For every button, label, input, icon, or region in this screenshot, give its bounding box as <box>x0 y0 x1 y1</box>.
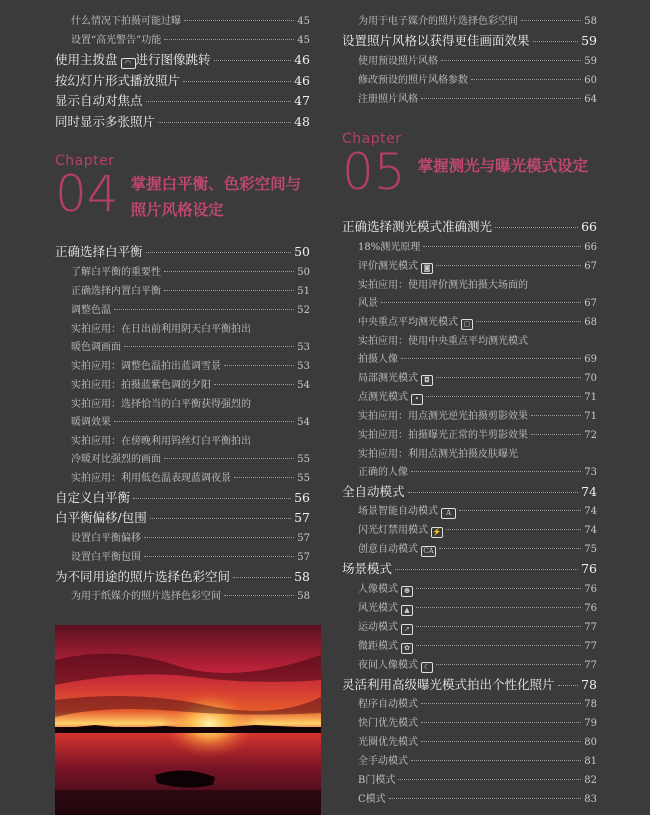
toc-entry[interactable] <box>342 790 597 809</box>
toc-entry-title: 实拍应用：利用低色温表现蓝调夜景 <box>71 472 231 484</box>
leader-dots <box>408 492 579 493</box>
leader-dots <box>423 246 581 247</box>
dial-icon: ◠ <box>121 58 136 69</box>
toc-entry[interactable] <box>342 369 597 388</box>
leader-dots <box>114 421 294 422</box>
toc-entry[interactable] <box>342 276 597 295</box>
leader-dots <box>416 626 581 627</box>
leader-dots <box>421 741 581 742</box>
page-number: 71 <box>584 410 597 422</box>
toc-entry[interactable]: 按幻灯片形式播放照片 46 <box>55 72 310 88</box>
leader-dots <box>233 577 291 578</box>
page-number: 51 <box>297 285 310 297</box>
toc-entry[interactable] <box>55 263 310 282</box>
toc-entry-title: 实拍应用：用点测光逆光拍摄剪影效果 <box>358 410 528 422</box>
leader-dots <box>389 798 582 799</box>
toc-entry-title: 暖色调画面 <box>71 341 121 353</box>
toc-entry-title: 了解白平衡的重要性 <box>71 266 161 278</box>
chapter-number: 05 <box>342 143 406 201</box>
toc-entry-title: 注册照片风格 <box>358 93 418 105</box>
toc-entry[interactable] <box>55 451 310 469</box>
toc-entry-title: 正确的人像 <box>358 466 408 478</box>
toc-entry[interactable] <box>55 414 310 432</box>
toc-entry[interactable] <box>342 771 597 790</box>
page-number: 53 <box>297 341 310 353</box>
leader-dots <box>144 556 294 557</box>
toc-entry-title: 白平衡偏移/包围 <box>55 510 147 525</box>
toc-entry[interactable] <box>342 521 597 540</box>
toc-entry[interactable]: 什么情况下拍摄可能过曝 45 <box>71 16 310 27</box>
toc-entry-title: 人像模式 <box>358 583 398 595</box>
page-number: 58 <box>297 591 310 602</box>
leader-dots <box>531 434 581 435</box>
sunset-photo <box>55 625 321 815</box>
page-number: 76 <box>581 561 597 576</box>
toc-entry[interactable]: 同时显示多张照片 48 <box>55 113 310 129</box>
leader-dots <box>395 569 578 570</box>
page-number: 78 <box>581 676 597 692</box>
toc-left-top <box>55 12 310 132</box>
leader-dots <box>439 548 581 549</box>
toc-entry[interactable] <box>342 752 597 771</box>
leader-dots <box>164 290 294 291</box>
page-number: 54 <box>297 379 310 391</box>
page-number: 81 <box>584 756 597 767</box>
toc-entry-title: 微距模式 <box>358 640 398 652</box>
leader-dots <box>533 41 579 42</box>
toc-entry-title: 设置白平衡包围 <box>71 551 141 563</box>
leader-dots <box>401 358 581 359</box>
leader-dots <box>416 607 581 608</box>
page-number: 67 <box>584 297 597 309</box>
page-number: 57 <box>297 551 310 563</box>
toc-entry[interactable] <box>55 529 310 548</box>
toc-entry-title: 实拍应用：在傍晚利用钨丝灯白平衡拍出 <box>71 435 251 447</box>
toc-entry-title: 快门优先模式 <box>358 718 418 729</box>
toc-entry-title: 实拍应用：在日出前利用阴天白平衡拍出 <box>71 323 251 335</box>
chapter-title: 照片风格设定 <box>130 201 224 219</box>
toc-entry-title: 实拍应用：拍摄曝光正常的半剪影效果 <box>358 429 528 441</box>
page-number: 77 <box>584 621 597 633</box>
chapter-title: 掌握测光与曝光模式设定 <box>417 157 589 175</box>
toc-entry[interactable] <box>55 282 310 301</box>
toc-entry[interactable] <box>342 388 597 407</box>
toc-entry[interactable] <box>342 31 597 52</box>
leader-dots <box>459 510 581 511</box>
leader-dots <box>381 302 581 303</box>
toc-entry[interactable] <box>342 351 597 369</box>
toc-entry[interactable] <box>342 714 597 733</box>
page-number: 50 <box>294 244 310 259</box>
toc-entry-title: 闪光灯禁用模式 <box>358 525 428 536</box>
page-number: 57 <box>294 510 310 525</box>
toc-entry[interactable] <box>55 320 310 339</box>
toc-entry[interactable] <box>342 445 597 464</box>
chapter-label: Chapter <box>55 153 115 169</box>
page-number: 57 <box>297 532 310 544</box>
toc-entry-title: 拍摄人像 <box>358 353 398 365</box>
toc-entry-title: 全手动模式 <box>358 756 408 767</box>
toc-entry[interactable] <box>55 301 310 320</box>
page-number: 59 <box>581 33 597 48</box>
partial-metering-icon: ◘ <box>421 375 433 386</box>
leader-dots <box>234 477 294 478</box>
toc-entry[interactable] <box>342 695 597 714</box>
leader-dots <box>398 779 581 780</box>
toc-entry-title: 点测光模式 <box>358 391 408 403</box>
leader-dots <box>521 20 581 21</box>
toc-entry[interactable] <box>55 548 310 567</box>
toc-entry-title: 评价测光模式 <box>358 260 418 272</box>
page-number: 76 <box>584 602 597 614</box>
page-number: 53 <box>297 360 310 372</box>
toc-entry-title: 自定义白平衡 <box>55 489 131 505</box>
leader-dots <box>421 703 581 704</box>
toc-entry-title: 为不同用途的照片选择色彩空间 <box>55 568 231 584</box>
toc-entry[interactable] <box>55 376 310 395</box>
toc-entry-title: 设置白平衡偏移 <box>71 532 141 544</box>
toc-entry[interactable] <box>342 295 597 313</box>
page-number: 50 <box>297 266 310 278</box>
page-number: 71 <box>584 391 597 403</box>
leader-dots <box>426 396 581 397</box>
page-number: 64 <box>584 93 597 105</box>
page-number: 69 <box>584 353 597 365</box>
toc-entry-title: 夜间人像模式 <box>358 659 418 671</box>
toc-entry[interactable] <box>55 587 310 606</box>
chapter-04-heading <box>55 153 301 223</box>
leader-dots <box>146 252 292 253</box>
leader-dots <box>421 98 581 99</box>
toc-entry[interactable] <box>342 599 597 618</box>
toc-entry-title: C模式 <box>358 794 386 805</box>
toc-entry-title: 正确选择内置白平衡 <box>71 285 161 297</box>
toc-right-top <box>342 12 597 109</box>
toc-entry-title: 修改预设的照片风格参数 <box>358 74 468 86</box>
page-number: 76 <box>584 583 597 595</box>
page-number: 67 <box>584 260 597 272</box>
page-number: 70 <box>584 372 597 384</box>
scene-intelligent-auto-icon: A <box>441 508 456 519</box>
page-number: 74 <box>581 483 597 499</box>
toc-entry[interactable] <box>342 426 597 445</box>
toc-entry-title: 程序自动模式 <box>358 699 418 710</box>
chapter-number: 04 <box>55 165 119 223</box>
leader-dots <box>164 271 294 272</box>
page-number: 73 <box>584 466 597 478</box>
leader-dots <box>476 321 581 322</box>
night-portrait-icon: ☾ <box>421 662 433 673</box>
toc-entry[interactable] <box>55 395 310 414</box>
page-number: 75 <box>584 544 597 555</box>
toc-entry[interactable] <box>342 637 597 656</box>
leader-dots <box>411 471 581 472</box>
toc-entry-title: 正确选择测光模式准确测光 <box>342 219 493 234</box>
page-number: 80 <box>584 737 597 748</box>
page-number: 59 <box>584 55 597 67</box>
toc-entry-title: 正确选择白平衡 <box>55 244 143 259</box>
toc-entry[interactable] <box>55 242 310 263</box>
leader-dots <box>133 498 291 499</box>
leader-dots <box>436 664 581 665</box>
creative-auto-icon: CA <box>421 546 436 557</box>
toc-entry-title: 实拍应用：使用中央重点平均测光模式 <box>358 335 528 347</box>
center-weighted-metering-icon: ▢ <box>461 319 473 330</box>
toc-entry[interactable] <box>342 675 597 696</box>
leader-dots <box>441 60 581 61</box>
toc-entry[interactable] <box>342 407 597 426</box>
leader-dots <box>114 309 294 310</box>
toc-entry-title: 光圈优先模式 <box>358 737 418 748</box>
toc-entry[interactable] <box>342 12 597 31</box>
leader-dots <box>421 722 581 723</box>
evaluative-metering-icon: ◙ <box>421 263 433 274</box>
toc-entry[interactable]: 显示自动对焦点 47 <box>55 93 310 108</box>
toc-left-bottom <box>55 242 310 606</box>
toc-entry[interactable] <box>342 559 597 580</box>
page-number: 72 <box>584 429 597 441</box>
toc-entry-title: 实拍应用：使用评价测光拍摄大场面的 <box>358 279 528 291</box>
leader-dots <box>124 346 294 347</box>
toc-entry-title: 18%测光原理 <box>358 241 421 253</box>
macro-mode-icon: ✿ <box>401 643 413 654</box>
toc-entry[interactable] <box>55 469 310 488</box>
toc-entry[interactable] <box>55 357 310 376</box>
toc-entry[interactable] <box>342 238 597 257</box>
leader-dots <box>144 537 294 538</box>
leader-dots <box>224 595 294 596</box>
page-number: 68 <box>584 316 597 328</box>
toc-entry-title: 场景智能自动模式 <box>358 506 438 517</box>
leader-dots <box>471 79 581 80</box>
page-number: 66 <box>584 241 597 253</box>
toc-entry[interactable] <box>55 488 310 509</box>
page-number: 77 <box>584 659 597 671</box>
toc-entry[interactable] <box>342 502 597 521</box>
toc-right-bottom <box>342 217 597 809</box>
toc-entry-title: 调整色温 <box>71 304 111 316</box>
page-number: 55 <box>297 472 310 484</box>
leader-dots <box>531 415 581 416</box>
toc-entry[interactable] <box>342 540 597 559</box>
toc-entry[interactable] <box>342 482 597 503</box>
page-number: 74 <box>584 525 597 536</box>
toc-entry[interactable] <box>342 217 597 238</box>
toc-entry-title: 全自动模式 <box>342 483 405 499</box>
landscape-mode-icon: ▲ <box>401 605 413 616</box>
leader-dots <box>224 365 294 366</box>
page-number: 58 <box>584 16 597 27</box>
toc-entry-title: 局部测光模式 <box>358 372 418 384</box>
page-number: 82 <box>584 775 597 786</box>
leader-dots <box>164 458 294 459</box>
chapter-label: Chapter <box>342 131 402 147</box>
leader-dots <box>436 265 581 266</box>
page-number: 55 <box>297 453 310 465</box>
leader-dots <box>446 529 581 530</box>
toc-entry[interactable] <box>342 464 597 482</box>
chapter-title: 掌握白平衡、色彩空间与 <box>130 175 302 193</box>
toc-entry[interactable] <box>342 71 597 90</box>
toc-entry[interactable] <box>342 332 597 351</box>
spot-metering-icon: • <box>411 394 423 405</box>
leader-dots <box>416 588 581 589</box>
page-number: 78 <box>584 699 597 710</box>
toc-entry[interactable] <box>55 339 310 357</box>
toc-entry[interactable] <box>342 580 597 599</box>
page-number: 58 <box>294 568 310 584</box>
toc-entry-title: 灵活利用高级曝光模式拍出个性化照片 <box>342 676 555 692</box>
page-number: 52 <box>297 304 310 316</box>
toc-entry-title: 为用于纸媒介的照片选择色彩空间 <box>71 591 221 602</box>
page-number: 83 <box>584 794 597 805</box>
toc-entry-title: 暖调效果 <box>71 416 111 428</box>
toc-entry[interactable] <box>342 733 597 752</box>
toc-entry[interactable] <box>55 508 310 529</box>
page-number: 74 <box>584 506 597 517</box>
toc-entry[interactable]: 设置“高光警告”功能 45 <box>71 35 310 46</box>
toc-entry-title: 使用预设照片风格 <box>358 55 438 67</box>
toc-entry-title: 为用于电子媒介的照片选择色彩空间 <box>358 16 518 27</box>
toc-entry-title: 风景 <box>358 297 378 309</box>
toc-entry[interactable] <box>55 432 310 451</box>
toc-entry[interactable]: 使用主拨盘 ◠ 进行图像跳转 46 <box>55 52 310 67</box>
toc-entry-title: 实拍应用：调整色温拍出蓝调雪景 <box>71 360 221 372</box>
toc-entry-title: 创意自动模式 <box>358 544 418 555</box>
toc-entry-title: 中央重点平均测光模式 <box>358 316 458 328</box>
leader-dots <box>214 384 294 385</box>
toc-entry[interactable] <box>342 313 597 332</box>
toc-entry-title: 场景模式 <box>342 561 393 576</box>
toc-entry[interactable] <box>342 656 597 675</box>
toc-entry-title: B门模式 <box>358 775 396 786</box>
flash-off-icon: ⚡ <box>432 528 442 536</box>
leader-dots <box>411 760 581 761</box>
toc-entry[interactable] <box>342 90 597 109</box>
toc-entry[interactable] <box>342 52 597 71</box>
toc-entry-title: 实拍应用：拍摄蓝紫色调的夕阳 <box>71 379 211 391</box>
leader-dots <box>558 685 579 686</box>
sports-mode-icon: ➚ <box>401 624 413 635</box>
portrait-mode-icon: ☻ <box>401 586 413 597</box>
page-number: 54 <box>297 416 310 428</box>
leader-dots <box>436 377 581 378</box>
toc-entry-title: 实拍应用：选择恰当的白平衡获得强烈的 <box>71 398 251 410</box>
toc-entry[interactable] <box>342 257 597 276</box>
toc-entry-title: 冷暖对比强烈的画面 <box>71 453 161 465</box>
toc-entry-title: 实拍应用：利用点测光拍摄皮肤曝光 <box>358 448 518 460</box>
toc-entry-title: 设置照片风格以获得更佳画面效果 <box>342 33 530 48</box>
leader-dots <box>416 645 581 646</box>
leader-dots <box>495 227 578 228</box>
toc-entry-title: 运动模式 <box>358 621 398 633</box>
page-number: 60 <box>584 74 597 86</box>
toc-entry-title: 风光模式 <box>358 602 398 614</box>
toc-entry[interactable] <box>55 567 310 588</box>
page-number: 66 <box>581 219 597 234</box>
leader-dots <box>150 518 291 519</box>
page-number: 79 <box>584 718 597 729</box>
toc-entry[interactable] <box>342 618 597 637</box>
chapter-05-heading <box>342 131 589 201</box>
page-number: 56 <box>294 489 310 505</box>
page-number: 77 <box>584 640 597 652</box>
